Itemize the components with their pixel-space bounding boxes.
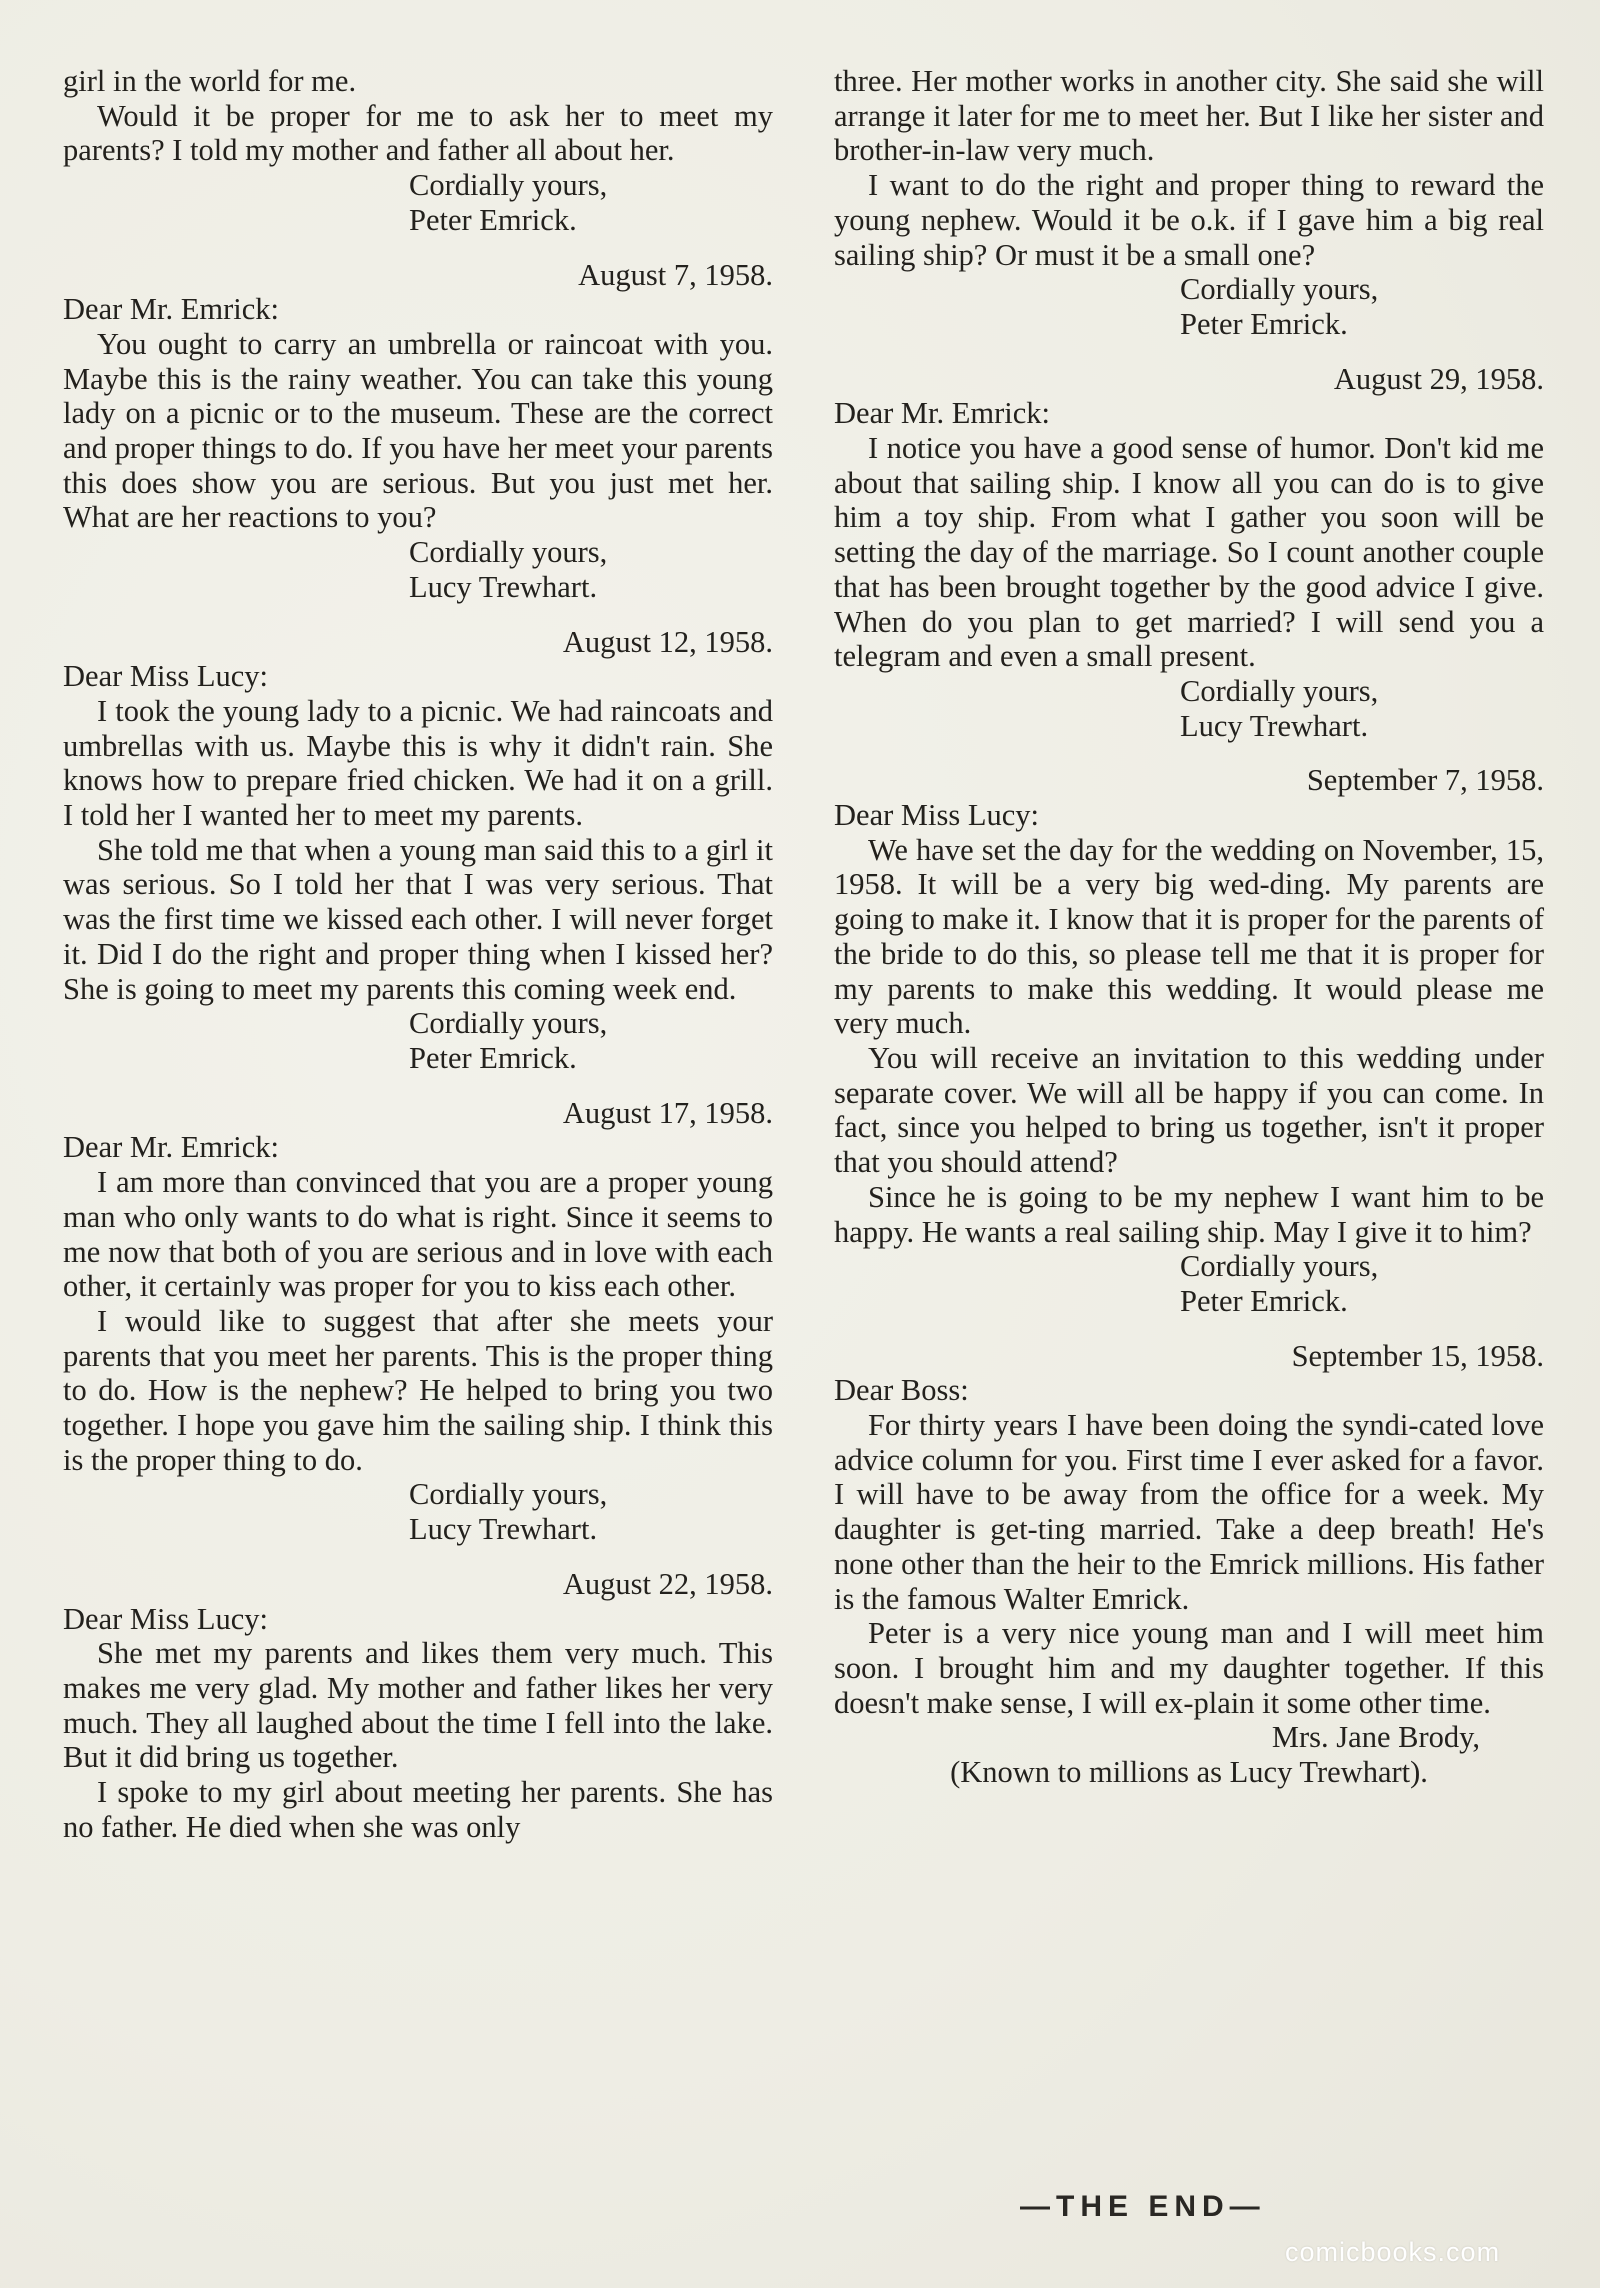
paragraph: She told me that when a young man said this to a girl it was serious. So I told her that I was very serious. That was the first time we kissed each other. I will never forget it. Did I do the right and proper thing when I kissed her? She is going to meet my parents this coming week end. [63,832,773,1006]
the-end-label: —THE END— [1020,2190,1266,2223]
paragraph: Peter is a very nice young man and I will meet him soon. I brought him and my daughter together. If this doesn't make sense, I will ex-plain it some other time. [834,1616,1544,1720]
paragraph: Would it be proper for me to ask her to meet my parents? I told my mother and father all about her. [63,98,773,168]
closing: Cordially yours, [409,1006,608,1041]
paragraph: I notice you have a good sense of humor. Don't kid me about that sailing ship. I know all you can do is to give him a toy ship. From what I gather you soon will be setting the day of the marriage. So I count another couple that has been brought together by the good advice I give. When do you plan to get married? I will send you a telegram and even a small present. [834,431,1544,674]
paragraph: She met my parents and likes them very much. This makes me very glad. My mother and father likes her very much. They all laughed about the time I fell into the lake. But it did bring us together. [63,1636,773,1775]
salutation: Dear Mr. Emrick: [63,292,279,327]
right-column [834,64,1544,1790]
salutation: Dear Mr. Emrick: [63,1130,279,1165]
closing: Cordially yours, [1180,272,1379,307]
letter-date: August 17, 1958. [562,1095,773,1130]
closing: Cordially yours, [409,168,608,203]
paragraph: You will receive an invitation to this wedding under separate cover. We will all be happy if you can come. In fact, since you helped to bring us together, isn't it proper that you should attend? [834,1040,1544,1180]
pen-name-note: (Known to millions as Lucy Trewhart). [950,1755,1428,1790]
letter-date: August 7, 1958. [578,257,773,292]
salutation: Dear Miss Lucy: [63,659,268,694]
signature: Peter Emrick. [409,1040,577,1075]
paragraph: I want to do the right and proper thing to reward the young nephew. Would it be o.k. if I gave him a big real sailing ship? Or must it be a small one? [834,168,1544,272]
paragraph: I am more than convinced that you are a proper young man who only wants to do what is right. Since it seems to me now that both of you are serious and in love with each other, it certainly was proper for you to kiss each other. [63,1165,773,1304]
paragraph: Since he is going to be my nephew I want him to be happy. He wants a real sailing ship. May I give it to him? [834,1179,1544,1249]
closing: Cordially yours, [1180,673,1379,708]
letter-date: August 29, 1958. [1333,361,1544,396]
watermark: comicbooks.com [1285,2237,1501,2267]
paragraph: girl in the world for me. [63,64,357,98]
letter-date: August 22, 1958. [562,1566,773,1601]
signature: Mrs. Jane Brody, [1271,1720,1480,1755]
letter-date: September 7, 1958. [1306,763,1544,798]
paragraph: three. Her mother works in another city. She said she will arrange it later for me to meet her. But I like her sister and brother-in-law very much. [834,64,1544,168]
salutation: Dear Miss Lucy: [834,798,1039,833]
paragraph: For thirty years I have been doing the syndi-cated love advice column for you. First time I ever asked for a favor. I will have to be away from the office for a week. My daughter is get-ting married. Take a deep breath! He's none other than the heir to the Emrick millions. His father is the famous Walter Emrick. [834,1408,1544,1616]
letter-date: September 15, 1958. [1291,1338,1544,1373]
paragraph: You ought to carry an umbrella or raincoat with you. Maybe this is the rainy weather. You can take this young lady on a picnic or to the museum. These are the correct and proper things to do. If you have her meet your parents this does show you are serious. But you just met her. What are her reactions to you? [63,326,773,535]
paragraph: I would like to suggest that after she meets your parents that you meet her parents. This is the proper thing to do. How is the nephew? He helped to bring you two together. I hope you gave him the sailing ship. I think this is the proper thing to do. [63,1303,773,1477]
signature: Peter Emrick. [1180,306,1348,341]
paragraph: I spoke to my girl about meeting her parents. She has no father. He died when she was only [63,1775,773,1844]
paragraph: I took the young lady to a picnic. We had raincoats and umbrellas with us. Maybe this is why it didn't rain. She knows how to prepare fried chicken. We had it on a grill. I told her I wanted her to meet my parents. [63,693,773,833]
signature: Lucy Trewhart. [409,1512,598,1547]
left-column [63,64,773,1844]
closing: Cordially yours, [409,1477,608,1512]
paragraph: We have set the day for the wedding on November, 15, 1958. It will be a very big wed-ding. My parents are going to make it. I know that it is proper for the parents of the bride to do this, so please tell me that it is proper for my parents to make this wedding. It would please me very much. [834,832,1544,1041]
closing: Cordially yours, [409,535,608,570]
letter-date: August 12, 1958. [562,624,773,659]
salutation: Dear Miss Lucy: [63,1601,268,1636]
closing: Cordially yours, [1180,1249,1379,1284]
signature: Lucy Trewhart. [409,569,598,604]
signature: Peter Emrick. [1180,1283,1348,1318]
signature: Lucy Trewhart. [1180,708,1369,743]
salutation: Dear Mr. Emrick: [834,396,1050,431]
salutation: Dear Boss: [834,1373,969,1408]
signature: Peter Emrick. [409,202,577,237]
